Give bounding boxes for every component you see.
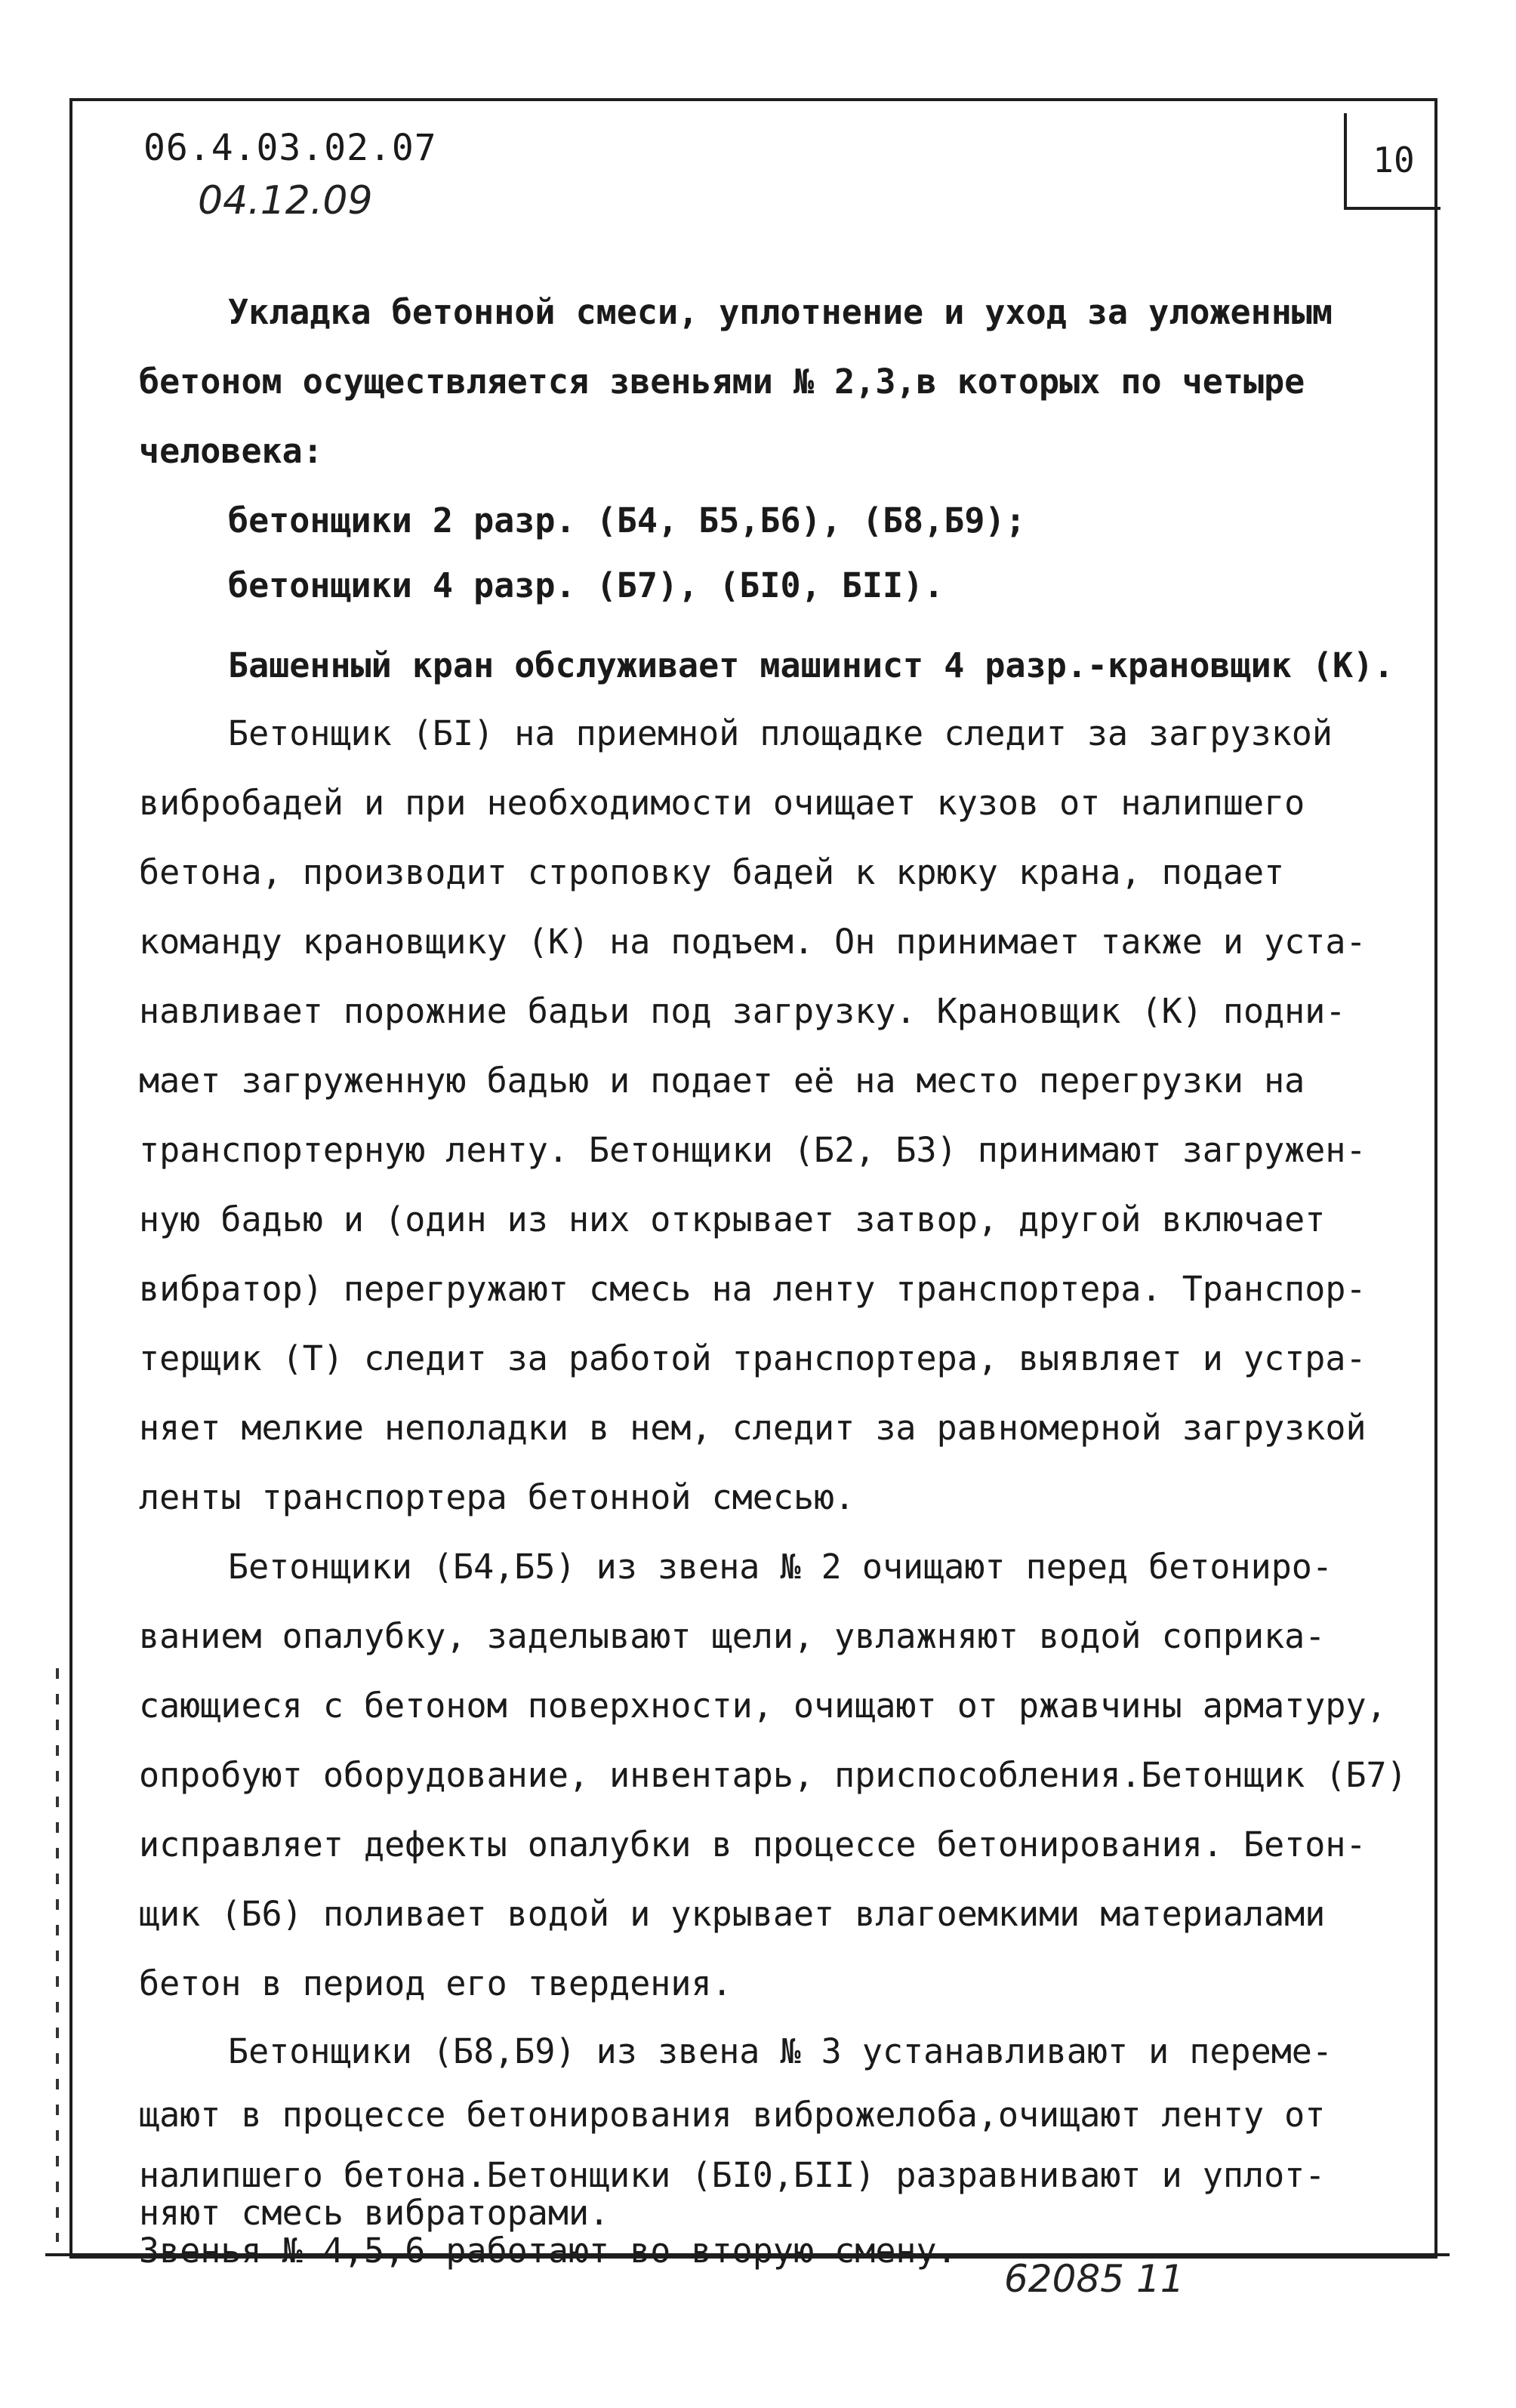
text-line-5: бетонщики 4 разр. (Б7), (БI0, БII). (228, 565, 944, 605)
text-line-9: бетона, производит строповку бадей к крюку крана, подает (139, 852, 1285, 892)
text-line-12: мает загруженную бадью и подает её на место перегрузки на (139, 1061, 1305, 1101)
text-line-18: ленты транспортера бетонной смесью. (139, 1477, 855, 1517)
text-line-29: няют смесь вибраторами. (139, 2193, 610, 2233)
text-line-16: терщик (Т) следит за работой транспортера, выявляет и устра- (139, 1338, 1367, 1378)
text-line-23: исправляет дефекты опалубки в процессе бетонирования. Бетон- (139, 1824, 1367, 1865)
text-line-2: бетоном осуществляется звеньями № 2,3,в которых по четыре (139, 362, 1305, 402)
margin-marks (56, 1668, 59, 2242)
text-line-24: щик (Б6) поливает водой и укрывает влагоемкими материалами (139, 1894, 1326, 1934)
text-line-30: Звенья № 4,5,6 работают во вторую смену. (139, 2231, 957, 2271)
text-line-28: налипшего бетона.Бетонщики (БI0,БII) разравнивают и уплот- (139, 2155, 1326, 2195)
text-line-1: Укладка бетонной смеси, уплотнение и уход за уложенным (228, 292, 1333, 332)
text-line-4: бетонщики 2 разр. (Б4, Б5,Б6), (Б8,Б9); (228, 500, 1026, 540)
text-line-25: бетон в период его твердения. (139, 1963, 732, 2003)
text-line-20: ванием опалубку, заделывают щели, увлажняют водой соприка- (139, 1616, 1326, 1656)
text-line-15: вибратор) перегружают смесь на ленту транспортера. Транспор- (139, 1269, 1367, 1309)
text-line-3: человека: (139, 431, 323, 471)
text-line-19: Бетонщики (Б4,Б5) из звена № 2 очищают перед бетониро- (228, 1547, 1333, 1587)
text-line-7: Бетонщик (БI) на приемной площадке следит за загрузкой (228, 713, 1333, 753)
text-line-17: няет мелкие неполадки в нем, следит за равномерной загрузкой (139, 1408, 1367, 1448)
page-number: 10 (1373, 140, 1415, 180)
text-line-8: вибробадей и при необходимости очищает кузов от налипшего (139, 783, 1305, 823)
text-line-13: транспортерную ленту. Бетонщики (Б2, Б3) принимают загружен- (139, 1130, 1367, 1170)
document-date: 04.12.09 (198, 178, 373, 223)
footer-rule (45, 2253, 1450, 2256)
text-line-6: Башенный кран обслуживает машинист 4 разр.-крановщик (К). (228, 645, 1394, 685)
page-number-box (1344, 113, 1441, 210)
sheet-number: 62085 11 (1004, 2257, 1185, 2301)
text-line-22: опробуют оборудование, инвентарь, приспособления.Бетонщик (Б7) (139, 1755, 1407, 1795)
document-code: 06.4.03.02.07 (143, 127, 437, 169)
text-line-27: щают в процессе бетонирования виброжелоба,очищают ленту от (139, 2095, 1326, 2135)
text-line-14: ную бадью и (один из них открывает затвор, другой включает (139, 1199, 1326, 1239)
text-line-11: навливает порожние бадьи под загрузку. Крановщик (К) подни- (139, 991, 1346, 1031)
text-line-10: команду крановщику (К) на подъем. Он принимает также и уста- (139, 922, 1367, 962)
text-line-21: сающиеся с бетоном поверхности, очищают от ржавчины арматуру, (139, 1686, 1387, 1726)
text-line-26: Бетонщики (Б8,Б9) из звена № 3 устанавливают и переме- (228, 2031, 1333, 2071)
